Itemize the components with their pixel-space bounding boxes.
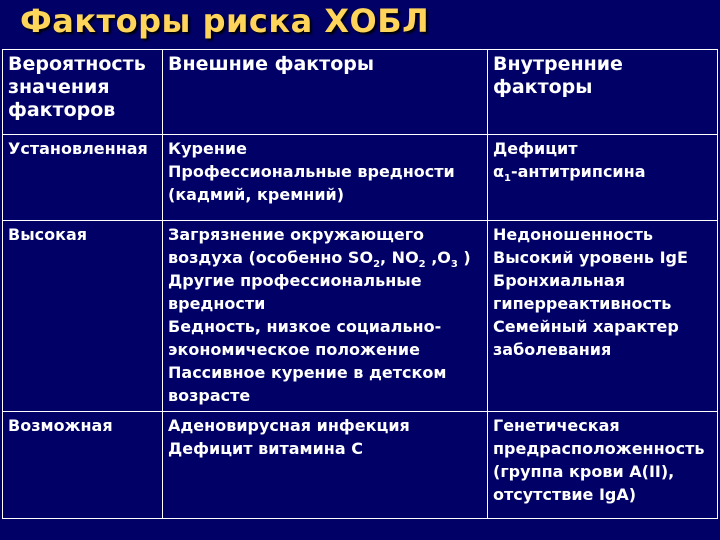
internal-factor: Генетическая <box>493 416 620 435</box>
external-factor: (кадмий, кремний) <box>168 185 345 204</box>
internal-factor: Недоношенность <box>493 225 654 244</box>
subscript: 2 <box>373 259 381 271</box>
header-probability-line: значения <box>8 76 110 98</box>
level-cell <box>3 412 163 519</box>
external-factor: экономическое положение <box>168 340 420 359</box>
table-row <box>3 221 718 412</box>
internal-factors-cell <box>488 221 718 412</box>
alpha-subscript: 1 <box>504 173 511 185</box>
slide-title: Факторы риска ХОБЛ <box>20 2 430 40</box>
risk-factors-table <box>2 49 718 519</box>
external-factor: Профессиональные вредности <box>168 162 455 181</box>
subscript: 3 <box>450 259 458 271</box>
header-internal-line: Внутренние <box>493 53 623 75</box>
external-factor: Курение <box>168 139 247 158</box>
header-probability <box>3 50 163 135</box>
level-cell <box>3 135 163 221</box>
level-label: Высокая <box>8 225 88 244</box>
internal-factor-text: -антитрипсина <box>510 162 646 181</box>
external-factor: Другие профессиональные <box>168 271 422 290</box>
internal-factors-cell <box>488 412 718 519</box>
external-factor: Дефицит витамина С <box>168 439 363 458</box>
internal-factor: предрасположенность <box>493 439 705 458</box>
external-factor: Аденовирусная инфекция <box>168 416 410 435</box>
subscript: 2 <box>418 259 426 271</box>
pollutants-text: ) <box>457 248 471 267</box>
level-cell <box>3 221 163 412</box>
header-external-line: Внешние факторы <box>168 53 375 75</box>
level-label: Возможная <box>8 416 113 435</box>
pollutants-text: воздуха (особенно SO <box>168 248 374 267</box>
internal-factor: гиперреактивность <box>493 294 672 313</box>
internal-factor: Дефицит <box>493 139 578 158</box>
internal-factor: отсутствие IgA) <box>493 485 637 504</box>
table-row <box>3 412 718 519</box>
external-factors-cell <box>163 221 488 412</box>
internal-factor: Семейный характер <box>493 317 679 336</box>
external-factor: вредности <box>168 294 266 313</box>
pollutants-text: ,O <box>425 248 451 267</box>
external-factors-cell <box>163 135 488 221</box>
header-internal-line: факторы <box>493 76 593 98</box>
internal-factor-alpha1 <box>493 160 712 183</box>
external-factors-cell <box>163 412 488 519</box>
table-header-row <box>3 50 718 135</box>
external-factor: Бедность, низкое социально- <box>168 317 442 336</box>
header-probability-line: факторов <box>8 99 116 121</box>
alpha-symbol: α <box>493 162 504 181</box>
table-row <box>3 135 718 221</box>
external-factor: возрасте <box>168 386 251 405</box>
internal-factor: Высокий уровень IgE <box>493 248 688 267</box>
external-factor-pollutants <box>168 246 482 269</box>
external-factor: Пассивное курение в детском <box>168 363 447 382</box>
header-probability-line: Вероятность <box>8 53 146 75</box>
pollutants-text: , NO <box>380 248 419 267</box>
header-internal <box>488 50 718 135</box>
header-external <box>163 50 488 135</box>
internal-factor: заболевания <box>493 340 612 359</box>
external-factor: Загрязнение окружающего <box>168 225 425 244</box>
internal-factors-cell <box>488 135 718 221</box>
internal-factor: (группа крови А(II), <box>493 462 675 481</box>
internal-factor: Бронхиальная <box>493 271 625 290</box>
level-label: Установленная <box>8 139 148 158</box>
